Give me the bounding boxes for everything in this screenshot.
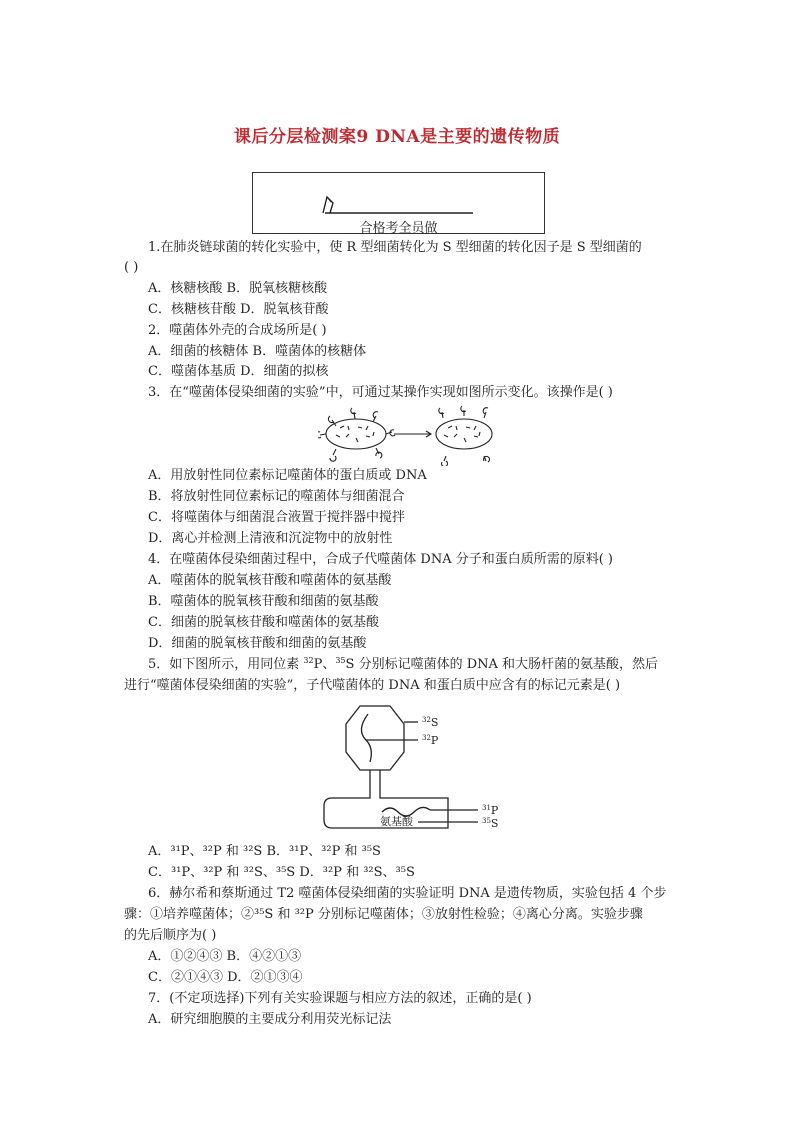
q7-option-a: A．研究细胞膜的主要成分利用荧光标记法 [148, 1012, 392, 1027]
q4-option-d: D．细菌的脱氧核苷酸和细菌的氨基酸 [148, 636, 367, 651]
q4-option-c: C．细菌的脱氧核苷酸和噬菌体的氨基酸 [148, 615, 379, 630]
q3-option-d: D．离心并检测上清液和沉淀物中的放射性 [148, 531, 393, 546]
q3-stem: 3．在“噬菌体侵染细菌的实验”中，可通过某操作实现如图所示变化。该操作是( ) [148, 385, 613, 400]
q4-option-b: B．噬菌体的脱氧核苷酸和细菌的氨基酸 [148, 594, 379, 609]
label-32p: $^{32}$P [422, 734, 439, 747]
amino-acid-label: 氨基酸 [380, 815, 413, 828]
label-32s: $^{32}$S [422, 716, 439, 729]
q4-option-a: A．噬菌体的脱氧核苷酸和噬菌体的氨基酸 [148, 573, 392, 588]
q5-stem [148, 655, 658, 675]
q6-stem: 6．赫尔希和蔡斯通过 T2 噬菌体侵染细菌的实验证明 DNA 是遗传物质，实验包括 4 个步 [148, 886, 667, 901]
q5-options-ab: A．³¹P、³²P 和 ³²S B．³¹P、³²P 和 ³⁵S [148, 844, 381, 859]
q5-sup-32: 32 [303, 656, 314, 665]
label-35s: $^{35}$S [482, 817, 499, 830]
q6-stem-cont: 骤：①培养噬菌体；②³⁵S 和 ³²P 分别标记噬菌体；③放射性检验；④离心分离。实验步骤 [124, 907, 643, 922]
q6-options-ab: A．①②④③ B．④②①③ [148, 949, 302, 964]
q6-options-cd: C．②①④③ D．②①③④ [148, 970, 303, 985]
q3-option-b: B．将放射性同位素标记的噬菌体与细菌混合 [148, 489, 405, 504]
q5-stem-cont: 进行“噬菌体侵染细菌的实验”，子代噬菌体的 DNA 和蛋白质中应含有的标记元素是( ) [124, 678, 621, 693]
phage-bacterium-figure [318, 700, 518, 835]
q1-stem: 1.在肺炎链球菌的转化实验中，使 R 型细菌转化为 S 型细菌的转化因子是 S 型细菌的 [148, 240, 642, 255]
q3-option-a: A．用放射性同位素标记噬菌体的蛋白质或 DNA [148, 468, 427, 483]
q1-options-cd: C．核糖核苷酸 D．脱氧核苷酸 [148, 302, 329, 317]
label-31p: $^{31}$P [482, 804, 499, 817]
section-tag-box [252, 172, 545, 234]
q5-options-cd: C．³¹P、³²P 和 ³²S、³⁵S D．³²P 和 ³²S、³⁵S [148, 865, 415, 880]
q2-stem: 2．噬菌体外壳的合成场所是( ) [148, 323, 327, 338]
section-tag-label: 合格考全员做 [359, 221, 438, 236]
q4-stem: 4．在噬菌体侵染细菌过程中，合成子代噬菌体 DNA 分子和蛋白质所需的原料( ) [148, 552, 613, 567]
page-title: 课后分层检测案9 DNA是主要的遗传物质 [233, 127, 561, 147]
q7-stem: 7．(不定项选择)下列有关实验课题与相应方法的叙述，正确的是( ) [148, 991, 532, 1006]
q5-stem-part3: S 分别标记噬菌体的 DNA 和大肠杆菌的氨基酸，然后 [345, 657, 659, 672]
q2-options-cd: C．噬菌体基质 D．细菌的拟核 [148, 364, 329, 379]
q5-stem-part1: 5．如下图所示，用同位素 [148, 657, 304, 672]
bacteria-figure [318, 404, 500, 466]
q1-options-ab: A．核糖核酸 B．脱氧核糖核酸 [148, 281, 328, 296]
q5-sup-35: 35 [335, 656, 346, 665]
q6-stem-cont2: 的先后顺序为( ) [124, 928, 217, 943]
q2-options-ab: A．细菌的核糖体 B．噬菌体的核糖体 [148, 344, 367, 359]
q1-stem-cont: ( ) [124, 260, 139, 275]
q3-option-c: C．将噬菌体与细菌混合液置于搅拌器中搅拌 [148, 510, 405, 525]
q5-stem-part2: P、 [313, 657, 336, 672]
